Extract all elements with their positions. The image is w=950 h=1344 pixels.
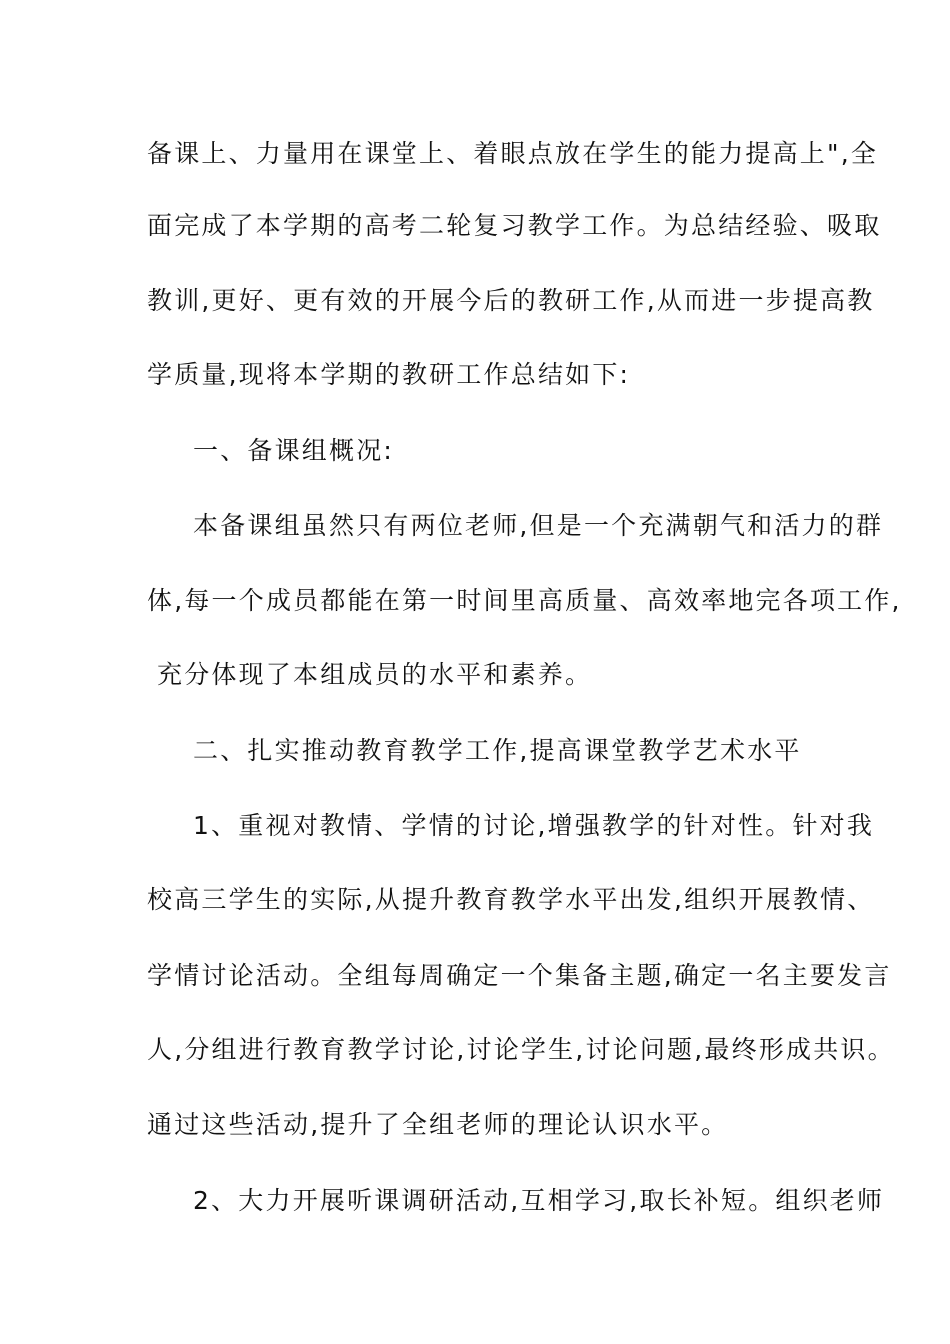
text-line: 本备课组虽然只有两位老师,但是一个充满朝气和活力的群 [193,511,884,540]
text-line: 校高三学生的实际,从提升教育教学水平出发,组织开展教情、 [147,885,875,914]
text-line: 教训,更好、更有效的开展今后的教研工作,从而进一步提高教 [147,286,875,315]
text-line: 体,每一个成员都能在第一时间里高质量、高效率地完各项工作, [147,586,902,615]
text-line: 面完成了本学期的高考二轮复习教学工作。为总结经验、吸取 [147,211,882,240]
text-line: 备课上、力量用在课堂上、着眼点放在学生的能力提高上",全 [147,139,879,168]
section-heading: 二、扎实推动教育教学工作,提高课堂教学艺术水平 [193,736,802,765]
text-line: 学质量,现将本学期的教研工作总结如下: [147,360,631,389]
text-line: 2、大力开展听课调研活动,互相学习,取长补短。组织老师 [193,1186,885,1215]
text-line: 通过这些活动,提升了全组老师的理论认识水平。 [147,1110,729,1139]
text-line: 学情讨论活动。全组每周确定一个集备主题,确定一名主要发言 [147,961,892,990]
text-line: 人,分组进行教育教学讨论,讨论学生,讨论问题,最终形成共识。 [147,1035,895,1064]
text-line: 1、重视对教情、学情的讨论,增强教学的针对性。针对我 [193,811,875,840]
section-heading: 一、备课组概况: [193,436,395,465]
text-line: 充分体现了本组成员的水平和素养。 [157,660,593,689]
